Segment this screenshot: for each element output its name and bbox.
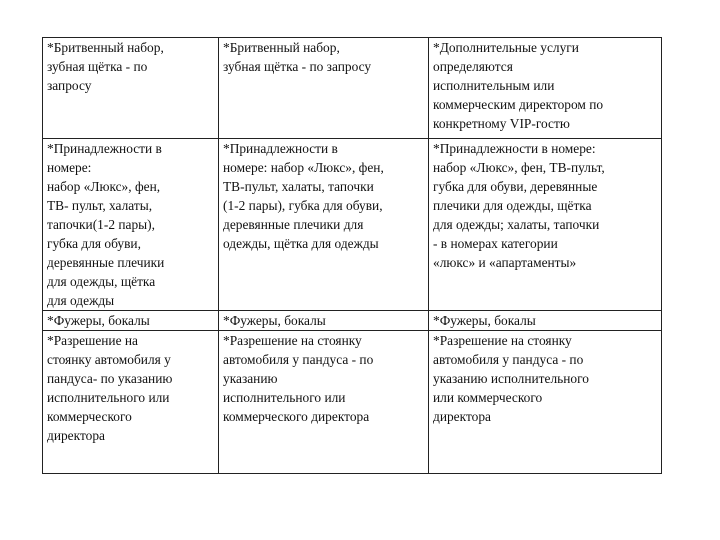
- table-row-glassware: [43, 311, 662, 331]
- cell-text-line: исполнительного или: [223, 390, 346, 405]
- cell-text-line: исполнительного или: [47, 390, 170, 405]
- cell-row1-col3: [429, 38, 662, 139]
- cell-text-line: набор «Люкс», фен,: [47, 179, 161, 194]
- cell-text-line: *Бритвенный набор,: [47, 40, 164, 55]
- cell-text-line: определяются: [433, 59, 513, 74]
- cell-text-line: или коммерческого: [433, 390, 543, 405]
- cell-text-line: директора: [433, 409, 491, 424]
- cell-text-line: коммерческим директором по: [433, 97, 604, 112]
- cell-text-line: *Разрешение на стоянку: [433, 333, 572, 348]
- cell-text-line: запросу: [47, 78, 92, 93]
- cell-row3-col1: [43, 311, 219, 331]
- cell-text-line: набор «Люкс», фен, ТВ-пульт,: [433, 160, 605, 175]
- cell-text-line: ТВ-пульт, халаты, тапочки: [223, 179, 374, 194]
- cell-text-line: тапочки(1-2 пары),: [47, 217, 155, 232]
- cell-text-line: плечики для одежды, щётка: [433, 198, 592, 213]
- cell-text-line: *Принадлежности в: [223, 141, 338, 156]
- cell-text-line: конкретному VIP-гостю: [433, 116, 570, 131]
- cell-text-line: номере:: [47, 160, 92, 175]
- cell-text-line: деревянные плечики для: [223, 217, 364, 232]
- cell-text-line: ТВ- пульт, халаты,: [47, 198, 153, 213]
- cell-text-line: деревянные плечики: [47, 255, 165, 270]
- cell-text-line: для одежды, щётка: [47, 274, 156, 289]
- cell-row4-col2: [219, 331, 429, 474]
- cell-text-line: для одежды; халаты, тапочки: [433, 217, 600, 232]
- cell-text-line: для одежды: [47, 293, 115, 308]
- cell-text-line: одежды, щётка для одежды: [223, 236, 379, 251]
- cell-text-line: *Дополнительные услуги: [433, 40, 579, 55]
- cell-text-line: *Разрешение на стоянку: [223, 333, 362, 348]
- cell-text-line: «люкс» и «апартаменты»: [433, 255, 577, 270]
- cell-text-line: пандуса- по указанию: [47, 371, 173, 386]
- cell-row4-col3: [429, 331, 662, 474]
- cell-text-line: указанию исполнительного: [433, 371, 589, 386]
- cell-text-line: - в номерах категории: [433, 236, 558, 251]
- cell-row2-col3: [429, 139, 662, 311]
- cell-text-line: губка для обуви,: [47, 236, 141, 251]
- cell-row3-col2: [219, 311, 429, 331]
- cell-text-line: (1-2 пары), губка для обуви,: [223, 198, 383, 213]
- cell-text-line: директора: [47, 428, 105, 443]
- cell-text-line: *Фужеры, бокалы: [433, 313, 536, 328]
- cell-text-line: исполнительным или: [433, 78, 555, 93]
- table-row-toiletries: [43, 38, 662, 139]
- services-comparison-table: [42, 37, 662, 474]
- cell-row1-col2: [219, 38, 429, 139]
- cell-text-line: *Принадлежности в номере:: [433, 141, 596, 156]
- cell-text-line: номере: набор «Люкс», фен,: [223, 160, 384, 175]
- cell-row2-col1: [43, 139, 219, 311]
- table-row-parking: [43, 331, 662, 474]
- cell-row2-col2: [219, 139, 429, 311]
- cell-text-line: *Бритвенный набор,: [223, 40, 340, 55]
- cell-text-line: зубная щётка - по запросу: [223, 59, 372, 74]
- table-row-room-amenities: [43, 139, 662, 311]
- cell-text-line: указанию: [223, 371, 278, 386]
- cell-row3-col3: [429, 311, 662, 331]
- cell-text-line: коммерческого директора: [223, 409, 370, 424]
- cell-row4-col1: [43, 331, 219, 474]
- cell-text-line: губка для обуви, деревянные: [433, 179, 598, 194]
- cell-text-line: коммерческого: [47, 409, 132, 424]
- cell-text-line: стоянку автомобиля у: [47, 352, 171, 367]
- cell-text-line: *Принадлежности в: [47, 141, 162, 156]
- cell-text-line: зубная щётка - по: [47, 59, 148, 74]
- cell-row1-col1: [43, 38, 219, 139]
- cell-text-line: автомобиля у пандуса - по: [433, 352, 584, 367]
- cell-text-line: автомобиля у пандуса - по: [223, 352, 374, 367]
- cell-text-line: *Фужеры, бокалы: [47, 313, 150, 328]
- cell-text-line: *Фужеры, бокалы: [223, 313, 326, 328]
- cell-text-line: *Разрешение на: [47, 333, 139, 348]
